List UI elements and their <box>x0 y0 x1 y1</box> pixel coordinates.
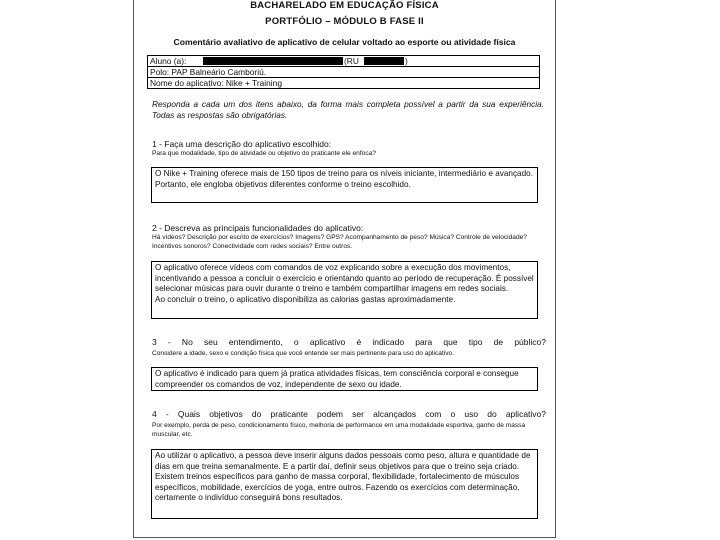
redacted-ru-number <box>364 57 404 65</box>
question-3-answer: O aplicativo é indicado para quem já pratica atividades físicas, tem consciência corporal e consegue compreender os comandos de voz, independente de sexo ou idade. <box>151 367 538 391</box>
portfolio-title: PORTFÓLIO – MÓDULO B FASE II <box>265 16 424 27</box>
student-row <box>148 56 539 67</box>
question-3-hint: Considere a idade, sexo e condição física que você entende ser mais pertinente para uso do aplicativo. <box>152 350 455 357</box>
question-1-hint: Para que modalidade, tipo de atividade ou objetivo do praticante ele enfoca? <box>152 150 376 157</box>
course-title: BACHARELADO EM EDUCAÇÃO FÍSICA <box>250 0 439 11</box>
question-2-answer <box>151 261 538 319</box>
question-2-answer-extra: Ao concluir o treino, o aplicativo disponibiliza as calorias gastas aproximadamente. <box>155 294 456 304</box>
ru-label: (RU <box>344 56 359 66</box>
polo-row: Polo: PAP Balneário Camboriú. <box>148 67 539 78</box>
question-3-title: 3 - No seu entendimento, o aplicativo é indicado para que tipo de público? <box>152 337 546 347</box>
question-1-answer: O Nike + Training oferece mais de 150 tipos de treino para os níveis iniciante, intermediário e avançado. Portanto, ele engloba objetivos diferentes conforme o treino escolhido. <box>151 167 538 203</box>
question-2-answer-text: O aplicativo oferece vídeos com comandos de voz explicando sobre a execução dos movimentos, incentivando a pessoa a concluir o exercício e orientando quanto ao período de recuperação. É possível selecionar músicas para ouvir durante o treino e também compartilhar imagens em redes sociais. <box>155 263 534 294</box>
instructions-text: Responda a cada um dos itens abaixo, da forma mais completa possível a partir da sua experiência. Todas as respostas são obrigatórias. <box>152 99 544 120</box>
app-name-row: Nome do aplicativo: Nike + Training <box>150 78 282 88</box>
identification-table <box>147 55 540 89</box>
document-page <box>133 0 556 538</box>
student-label: Aluno (a): <box>150 56 187 66</box>
question-4-hint: Por exemplo, perda de peso, condicionamento físico, melhoria de performance em uma modalidade esportiva, ganho de massa muscular, etc. <box>152 422 526 438</box>
question-4-answer: Ao utilizar o aplicativo, a pessoa deve inserir alguns dados pessoais como peso, altura e quantidade de dias em que treina semanalmente. E a partir daí, definir seus objetivos para que o treino seja criado. Existem treinos específicos para ganho de massa corporal, flexibilidade, fortalecimento de músculos específicos, mobilidade, exercícios de yoga, entre outros. Fazendo os exercícios com determinação, certamente o indivíduo conseguirá bons resultados. <box>151 449 538 519</box>
redacted-student-name <box>203 57 343 65</box>
question-2-hint: Há vídeos? Descrição por escrito de exercícios? Imagens? GPS? Acompanhamento de peso? Música? Controle de velocidade? Incentivos sonoros? Conectividade com redes sociais? Entre outros. <box>152 234 527 250</box>
question-2-title: 2 - Descreva as principais funcionalidades do aplicativo: <box>152 223 364 233</box>
ru-close: ) <box>405 56 408 66</box>
assignment-title: Comentário avaliativo de aplicativo de celular voltado ao esporte ou atividade física <box>173 37 516 47</box>
question-4-title: 4 - Quais objetivos do praticante podem ser alcançados com o uso do aplicativo? <box>152 409 546 419</box>
question-1-title: 1 - Faça uma descrição do aplicativo escolhido: <box>152 139 332 149</box>
